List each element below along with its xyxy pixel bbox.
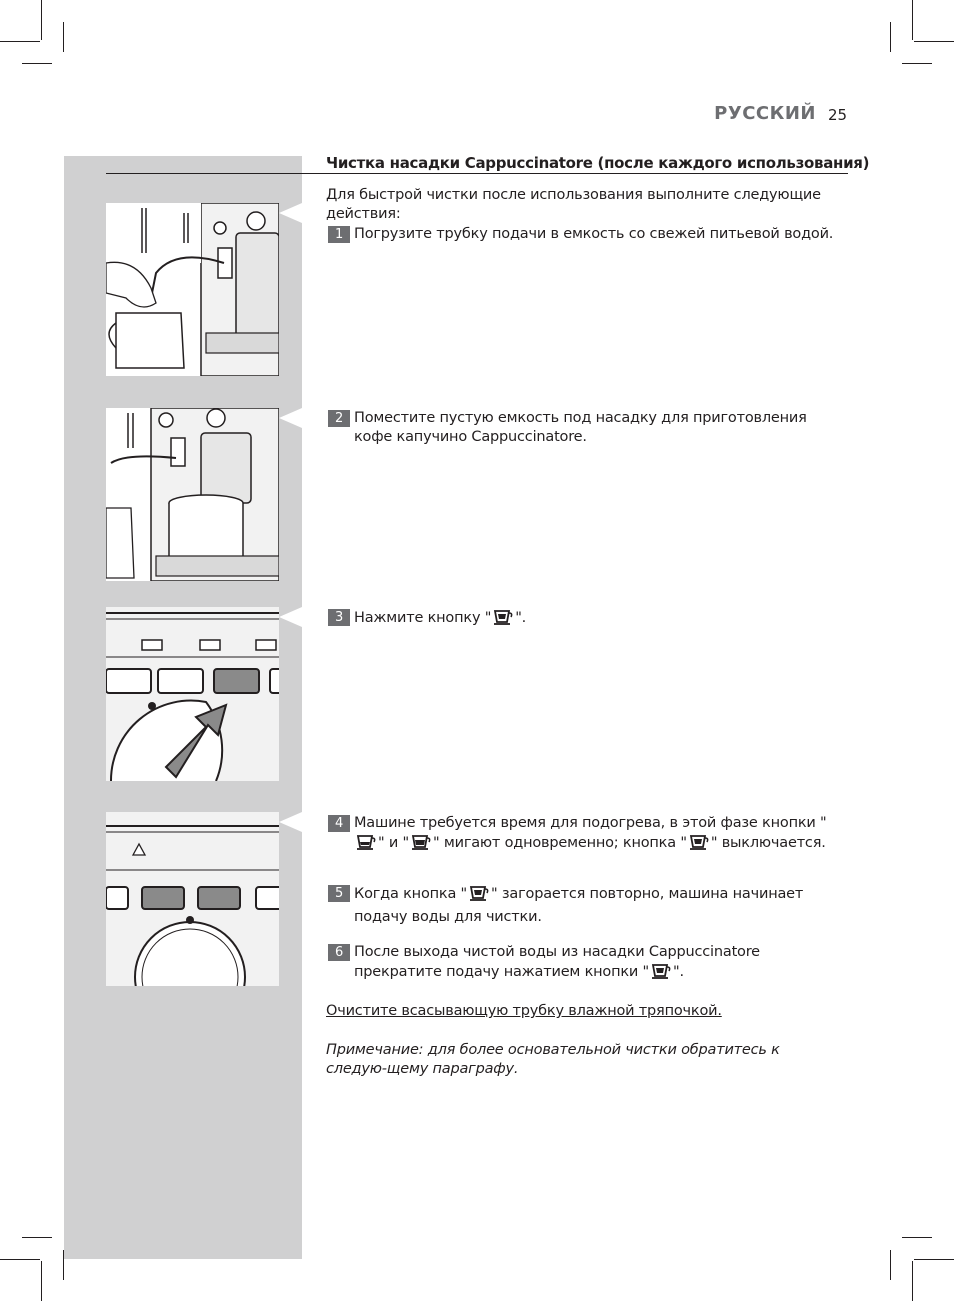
step-text: Когда кнопка " [354,886,468,902]
closing-instruction: Очистите всасывающую трубку влажной тряпочкой. [326,1003,722,1019]
figure-control-panel-buttons [106,812,279,986]
pointer-arrow-3 [279,607,302,627]
pointer-arrow-2 [279,408,302,428]
step-2 [328,409,844,447]
crop-mark [902,1237,932,1238]
title-rule [106,173,848,174]
crop-mark [22,63,52,64]
crop-mark [912,1261,913,1301]
step-number: 3 [328,609,350,626]
step-text-end: ". [515,610,527,626]
intro-text: Для быстрой чистки после использования выполните следующие действия: [326,187,821,222]
step-number: 2 [328,410,350,427]
step-text: " загорается повторно, машина начинает подачу воды для чистки. [354,886,804,925]
step-text: " выключается. [710,835,826,851]
cappuccino-cup-icon [468,884,490,908]
crop-mark [890,22,891,52]
crop-mark [914,41,954,42]
cappuccino-cup-icon [492,608,514,632]
step-number: 6 [328,944,350,961]
step-text: Погрузите трубку подачи в емкость со свежей питьевой водой. [354,226,834,242]
espresso-cup-icon [410,833,432,857]
page-number: 25 [828,106,848,124]
note-text: Примечание: для более основательной чистки обратитесь к следую-щему параграфу. [326,1042,780,1077]
crop-mark [41,1261,42,1301]
figure-tube-in-jug [106,203,279,376]
pointer-arrow-4 [279,812,302,832]
crop-mark [63,22,64,52]
pointer-arrow-1 [279,203,302,223]
step-number: 1 [328,226,350,243]
step-text: После выхода чистой воды из насадки Cappuccinatore прекратите подачу нажатием кнопки " [354,944,760,980]
espresso-cup-icon [355,833,377,857]
crop-mark [41,0,42,40]
crop-mark [22,1237,52,1238]
step-number: 4 [328,815,350,832]
step-text: Машине требуется время для подогрева, в этой фазе кнопки " [354,815,827,831]
figure-container-under-nozzle [106,408,279,581]
step-text: " мигают одновременно; кнопка " [432,835,687,851]
step-6 [328,943,844,986]
step-1 [328,225,844,244]
cappuccino-cup-icon [650,962,672,986]
crop-mark [0,41,40,42]
step-number: 5 [328,885,350,902]
figure-control-panel-press [106,607,279,781]
crop-mark [902,63,932,64]
step-4 [328,814,844,857]
step-5 [328,884,844,927]
step-text: ". [673,964,684,980]
cappuccino-cup-icon [688,833,710,857]
step-text: " и " [378,835,409,851]
crop-mark [914,1259,954,1260]
crop-mark [0,1259,40,1260]
crop-mark [890,1250,891,1280]
step-text: Поместите пустую емкость под насадку для приготовления кофе капучино Cappuccinatore. [354,410,807,445]
crop-mark [912,0,913,40]
section-title: Чистка насадки Cappuccinatore (после каждого использования) [326,154,870,172]
step-text: Нажмите кнопку " [354,610,492,626]
step-3 [328,608,844,632]
language-label: РУССКИЙ [714,103,816,124]
